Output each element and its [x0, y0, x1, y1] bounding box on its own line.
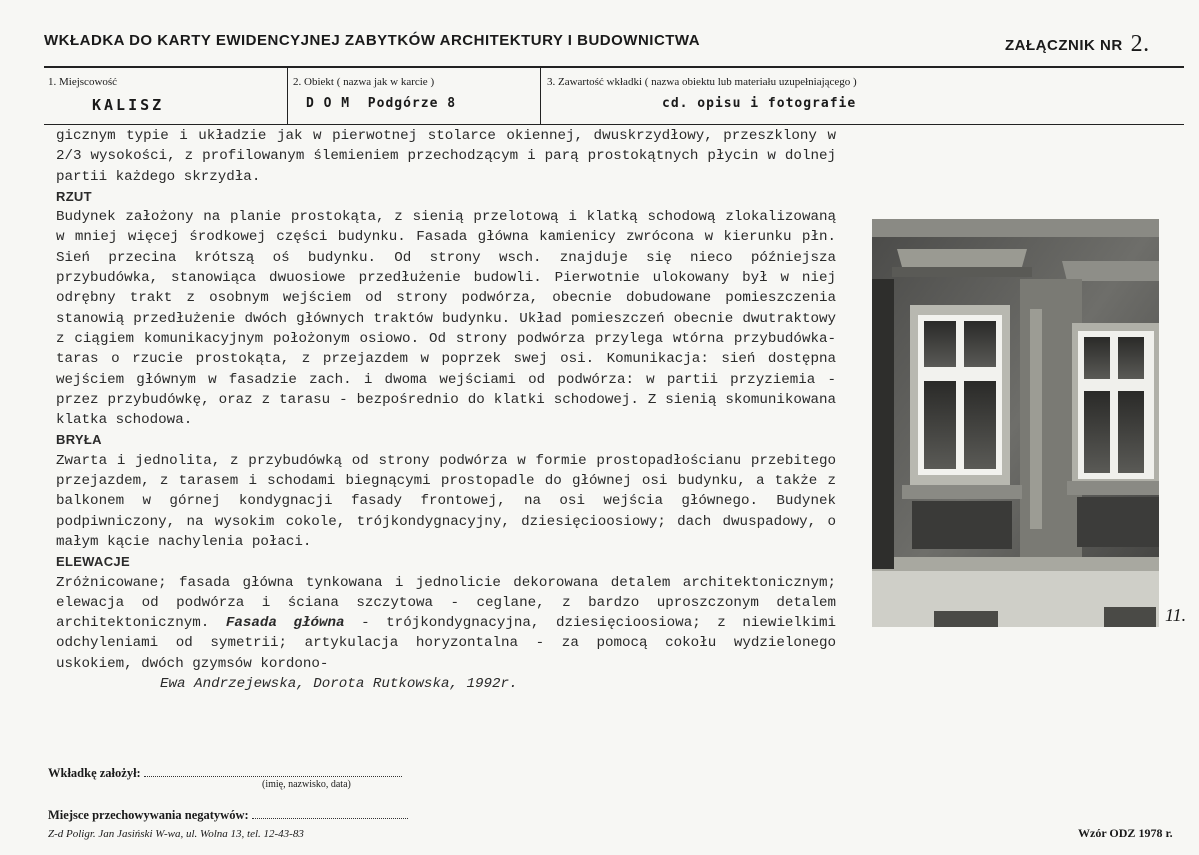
locality-label: 1. Miejscowość — [48, 76, 118, 88]
founder-label: Wkładkę założył: — [48, 766, 141, 780]
intro-paragraph: gicznym typie i układzie jak w pierwotnej stolarce okiennej, dwuskrzydłowy, przeszklony w 2/3 wysokości, z profilowanym ślemieniem przechodzącym i parą prostokątnych płycin w dolnej partii każdego skrzydła. — [56, 128, 836, 185]
negatives-line — [48, 808, 408, 823]
facade-photo — [872, 219, 1159, 627]
description-text — [56, 126, 836, 694]
annex-number: 2. — [1130, 31, 1150, 57]
founder-hint: (imię, nazwisko, data) — [262, 779, 351, 790]
founder-field[interactable] — [144, 776, 402, 777]
object-value: D O M Podgórze 8 — [306, 96, 457, 111]
object-label: 2. Obiekt ( nazwa jak w karcie ) — [293, 76, 435, 88]
heading-bryla: BRYŁA — [56, 432, 102, 448]
photo-number: 11. — [1165, 605, 1187, 625]
heading-rzut: RZUT — [56, 188, 92, 204]
annex-label — [1005, 30, 1150, 57]
elewacje-paragraph — [56, 573, 836, 674]
printer-imprint: Z-d Poligr. Jan Jasiński W-wa, ul. Wolna 13, tel. 12-43-83 — [48, 828, 304, 840]
field-divider-1 — [287, 67, 288, 124]
negatives-field[interactable] — [252, 818, 408, 819]
elewacje-emphasis: Fasada główna — [225, 615, 345, 632]
heading-elewacje: ELEWACJE — [56, 554, 130, 570]
annex-text: ZAŁĄCZNIK NR — [1005, 37, 1123, 54]
header-rule-bottom — [44, 124, 1184, 125]
elewacje-text-b: - trójkondygnacyjna, dziesięcioosiowa; z niewielkimi odchyleniami od symetrii; artykulacja horyzontalna - za pomocą cokołu wydzielonego uskokiem, dwóch gzymsów kordono- — [56, 615, 836, 672]
field-divider-2 — [540, 67, 541, 124]
card-title: WKŁADKA DO KARTY EWIDENCYJNEJ ZABYTKÓW ARCHITEKTURY I BUDOWNICTWA — [44, 32, 701, 49]
facade-photo-drawing — [872, 219, 1159, 627]
bryla-paragraph: Zwarta i jednolita, z przybudówką od strony podwórza w formie prostopadłościanu przebitego przejazdem, z tarasem i schodami biegnącymi prostopadle do głównej osi budynku, a także z balkonem w górnej kondygnacji fasady frontowej, na osi wejścia głównego. Budynek podpiwniczony, na wysokim cokole, trójkondygnacyjny, dziesięcioosiowy; dach dwuspadowy, o małym kącie nachylenia połaci. — [56, 452, 836, 550]
content-label: 3. Zawartość wkładki ( nazwa obiektu lub materiału uzupełniającego ) — [547, 76, 857, 88]
form-model: Wzór ODZ 1978 r. — [1078, 826, 1173, 840]
elewacje-text-a: Zróżnicowane; fasada główna tynkowana i jednolicie dekorowana detalem architektonicznym; elewacja od podwórza i ściana szczytowa - ceglane, z bardzo uproszczonym detalem architektonicznym. — [56, 574, 836, 632]
content-value: cd. opisu i fotografie — [662, 96, 857, 111]
rzut-paragraph: Budynek założony na planie prostokąta, z sienią przelotową i klatką schodową zlokalizowaną w mniej więcej środkowej części budynku. Fasada główna kamienicy zwrócona w kierunku płn. Sień przecina krótszą oś budynku. Od strony wsch. znajduje się nieco późniejsza przybudówka, stanowiąca dwuosiowe przedłużenie budowli. Pierwotnie ulokowany był w niej odrębny trakt z osobnym wejściem od strony podwórza, obecnie dobudowane pomieszczenia stanowią przedłużenie dwóch głównych traktów budynku. Układ pomieszczeń obecnie dwutraktowy z ciągiem komunikacyjnym położonym osiowo. Od strony podwórza przylega wtórna przybudówka-taras o rzucie prostokąta, z przejazdem w poprzek swej osi. Komunikacja: sień dostępna wejściem głównym w fasadzie zach. i dwoma wejściami od podwórza: w partii przyziemia - przez przybudówkę, oraz z tarasu - bezpośrednio do klatki schodowej. Z sienią skomunikowana klatka schodowa. — [56, 209, 836, 429]
negatives-label: Miejsce przechowywania negatywów: — [48, 808, 249, 822]
authors-line: Ewa Andrzejewska, Dorota Rutkowska, 1992r. — [160, 676, 518, 693]
locality-value: KALISZ — [92, 96, 165, 114]
header-rule-top — [44, 66, 1184, 68]
